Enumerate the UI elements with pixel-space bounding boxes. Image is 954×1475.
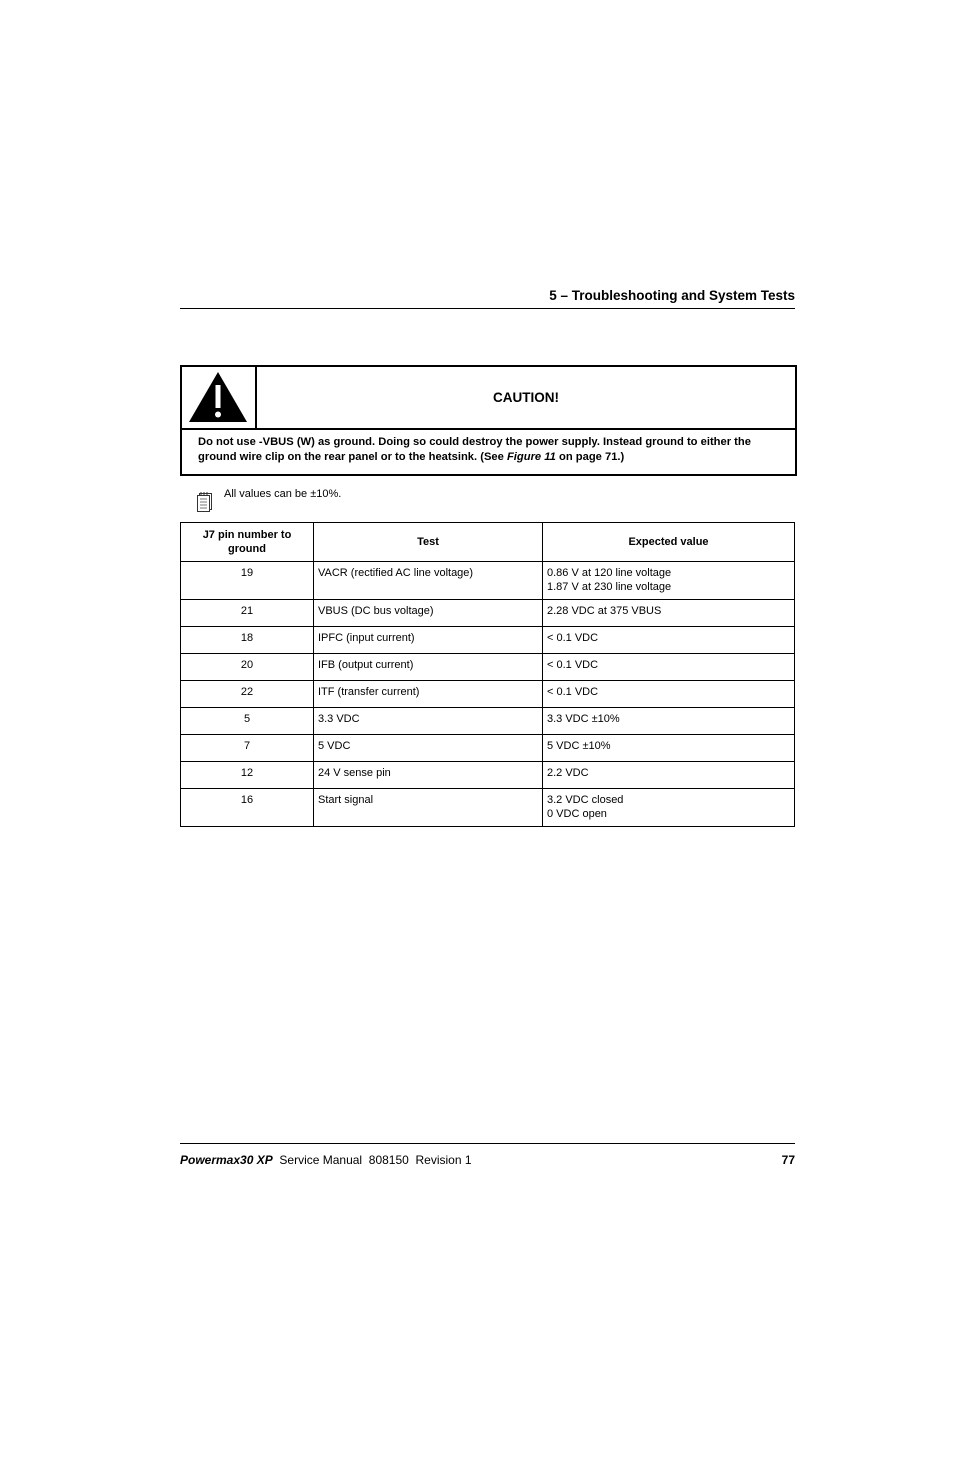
table-row xyxy=(181,600,795,627)
footer-divider xyxy=(180,1143,795,1144)
caution-message-part-1: Do not use -VBUS (W) as ground. Doing so could destroy the power supply. Instead ground to either the ground wire clip on the rear panel or to the heatsink. (See xyxy=(198,436,751,463)
expected-line: 0 VDC open xyxy=(547,808,607,820)
test-cell: 5 VDC xyxy=(314,735,543,762)
pin-cell: 18 xyxy=(181,627,314,654)
table-row xyxy=(181,562,795,600)
table-row xyxy=(181,681,795,708)
expected-cell: 3.3 VDC ±10% xyxy=(543,708,795,735)
table-row xyxy=(181,654,795,681)
pin-test-table xyxy=(180,522,795,827)
test-cell: Start signal xyxy=(314,789,543,827)
expected-cell xyxy=(543,562,795,600)
expected-cell: 5 VDC ±10% xyxy=(543,735,795,762)
test-cell: 24 V sense pin xyxy=(314,762,543,789)
part-number: 808150 xyxy=(368,1153,409,1167)
test-cell: IPFC (input current) xyxy=(314,627,543,654)
pin-cell: 5 xyxy=(181,708,314,735)
caution-divider xyxy=(182,428,795,430)
expected-cell: < 0.1 VDC xyxy=(543,681,795,708)
table-row xyxy=(181,789,795,827)
caution-box xyxy=(180,365,797,476)
caution-title: CAUTION! xyxy=(493,390,559,405)
expected-cell: 2.2 VDC xyxy=(543,762,795,789)
expected-cell: < 0.1 VDC xyxy=(543,627,795,654)
column-header-test: Test xyxy=(314,523,543,562)
product-name: Powermax30 XP xyxy=(180,1153,273,1167)
caution-message xyxy=(198,435,781,465)
note xyxy=(196,488,596,512)
test-cell: VBUS (DC bus voltage) xyxy=(314,600,543,627)
expected-line: 3.2 VDC closed xyxy=(547,794,624,806)
page-number: 77 xyxy=(781,1153,795,1167)
test-cell: ITF (transfer current) xyxy=(314,681,543,708)
test-cell: VACR (rectified AC line voltage) xyxy=(314,562,543,600)
pin-cell: 7 xyxy=(181,735,314,762)
column-header-expected: Expected value xyxy=(543,523,795,562)
pin-cell: 22 xyxy=(181,681,314,708)
note-pad-icon xyxy=(196,490,214,512)
test-cell: 3.3 VDC xyxy=(314,708,543,735)
table-row xyxy=(181,627,795,654)
table-row xyxy=(181,708,795,735)
figure-reference: Figure 11 xyxy=(506,451,556,463)
expected-line: 0.86 V at 120 line voltage xyxy=(547,567,672,579)
expected-cell xyxy=(543,789,795,827)
pin-cell: 19 xyxy=(181,562,314,600)
note-text: All values can be ±10%. xyxy=(224,488,342,500)
pin-cell: 20 xyxy=(181,654,314,681)
footer-document-info xyxy=(180,1153,472,1167)
table-header-row xyxy=(181,523,795,562)
caution-icon-cell xyxy=(182,367,257,428)
expected-cell: 2.28 VDC at 375 VBUS xyxy=(543,600,795,627)
column-header-pin: J7 pin number to ground xyxy=(181,523,314,562)
table-row xyxy=(181,735,795,762)
warning-exclamation-icon xyxy=(182,367,255,428)
caution-message-part-2: on page 71.) xyxy=(555,451,625,463)
header-divider xyxy=(180,308,795,309)
expected-line: 1.87 V at 230 line voltage xyxy=(547,581,672,593)
table-row xyxy=(181,762,795,789)
pin-cell: 21 xyxy=(181,600,314,627)
test-cell: IFB (output current) xyxy=(314,654,543,681)
expected-cell: < 0.1 VDC xyxy=(543,654,795,681)
manual-type: Service Manual xyxy=(279,1153,363,1167)
section-title: 5 – Troubleshooting and System Tests xyxy=(549,288,795,303)
pin-cell: 12 xyxy=(181,762,314,789)
revision: Revision 1 xyxy=(415,1153,472,1167)
pin-cell: 16 xyxy=(181,789,314,827)
